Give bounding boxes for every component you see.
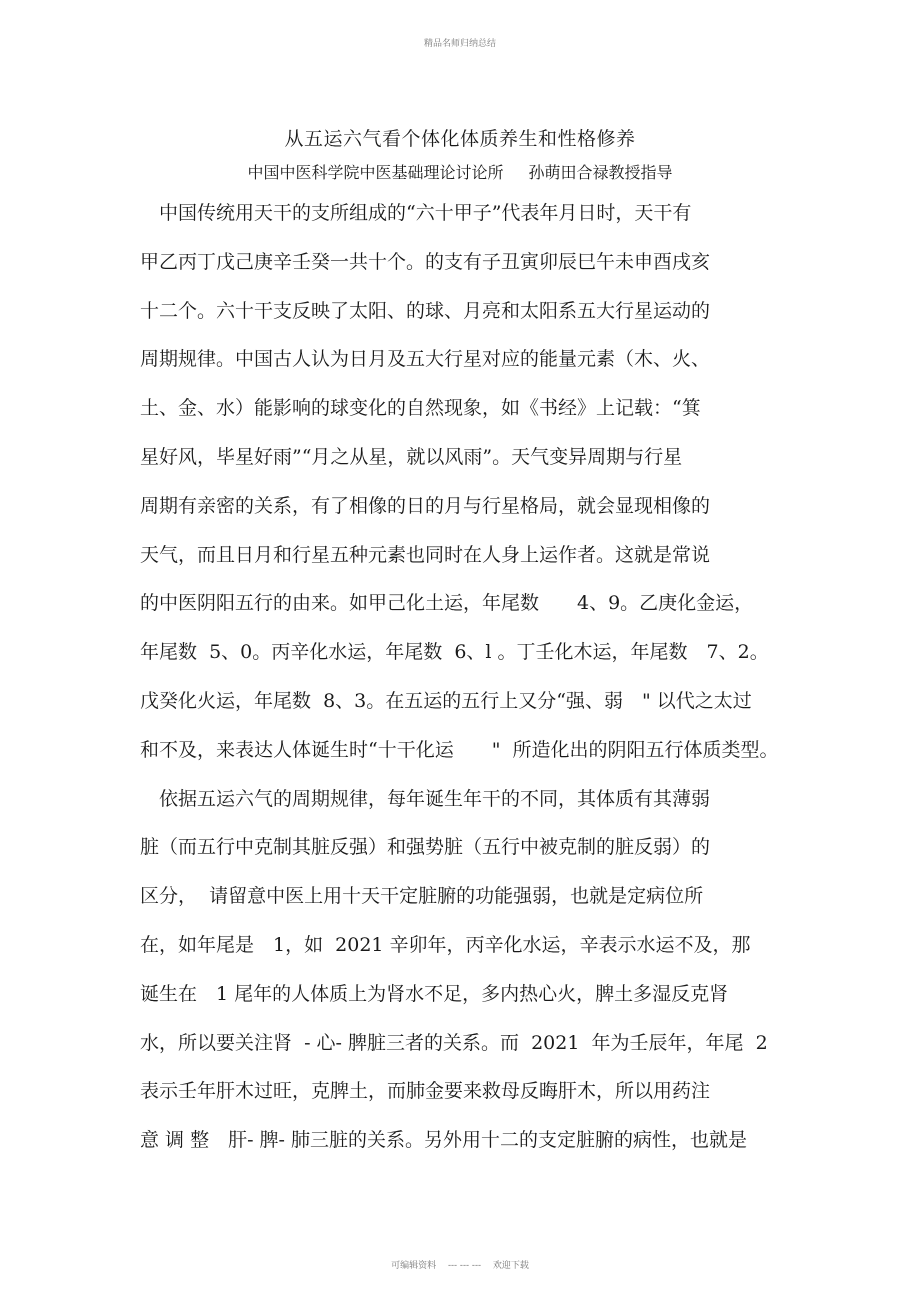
text-line: 区分， 请留意中医上用十天干定脏腑的功能强弱，也就是定病位所 <box>140 885 704 908</box>
text-line: 依据五运六气的周期规律，每年诞生年干的不同，其体质有其薄弱 <box>140 787 711 810</box>
text-line: 周期有亲密的关系，有了相像的日的月与行星格局，就会显现相像的 <box>140 494 711 517</box>
text-line: 中国传统用天干的支所组成的“六十甲子”代表年月日时，天干有 <box>140 202 692 224</box>
text-line: 水，所以要关注肾 - 心- 脾脏三者的关系。而 2021 年为壬辰年，年尾 2 <box>140 1031 768 1054</box>
text-line: 甲乙丙丁戊己庚辛壬癸一共十个。的支有子丑寅卯辰巳午未申酉戌亥 <box>140 250 711 273</box>
text-line: 土、金、水）能影响的球变化的自然现象，如《书经》上记载：“箕 <box>140 397 701 420</box>
page-header-note: 精品名师归纳总结 <box>423 39 496 49</box>
text-line: 诞生在 1 尾年的人体质上为肾水不足，多内热心火，脾土多湿反克肾 <box>140 982 729 1005</box>
text-line: 周期规律。中国古人认为日月及五大行星对应的能量元素（木、火、 <box>140 348 711 371</box>
text-line: 星好风，毕星好雨”“月之从星，就以风雨”。天气变异周期与行星 <box>140 445 683 468</box>
text-line: 戊癸化火运，年尾数 8、3。在五运的五行上又分“强、弱 " 以代之太过 <box>140 689 752 712</box>
document-title: 从五运六气看个体化体质养生和性格修养 <box>284 128 636 150</box>
text-line: 脏（而五行中克制其脏反强）和强势脏（五行中被克制的脏反弱）的 <box>140 836 711 859</box>
document-subtitle: 中国中医科学院中医基础理论讨论所 孙萌田合禄教授指导 <box>247 163 673 182</box>
text-line: 的中医阴阳五行的由来。如甲己化土运，年尾数 4、9。乙庚化金运， <box>140 592 754 615</box>
text-line: 意 调 整 肝- 脾- 肺三脏的关系。另外用十二的支定脏腑的病性，也就是 <box>140 1129 747 1152</box>
text-line: 表示壬年肝木过旺，克脾土，而肺金要来救母反晦肝木，所以用药注 <box>140 1080 711 1103</box>
body-text <box>140 193 840 1169</box>
text-line: 十二个。六十干支反映了太阳、的球、月亮和太阳系五大行星运动的 <box>140 299 711 322</box>
text-line: 年尾数 5、0。丙辛化水运，年尾数 6、l 。丁壬化木运，年尾数 7、2。 <box>140 641 769 664</box>
text-line: 在，如年尾是 1，如 2021 辛卯年，丙辛化水运，辛表示水运不及，那 <box>140 933 751 956</box>
text-line: 天气，而且日月和行星五种元素也同时在人身上运作者。这就是常说 <box>140 543 711 566</box>
page-footer-note: 可编辑资料 --- --- --- 欢迎下载 <box>391 1261 529 1271</box>
text-line: 和不及，来表达人体诞生时“十干化运 " 所造化出的阴阳五行体质类型。 <box>140 738 779 761</box>
